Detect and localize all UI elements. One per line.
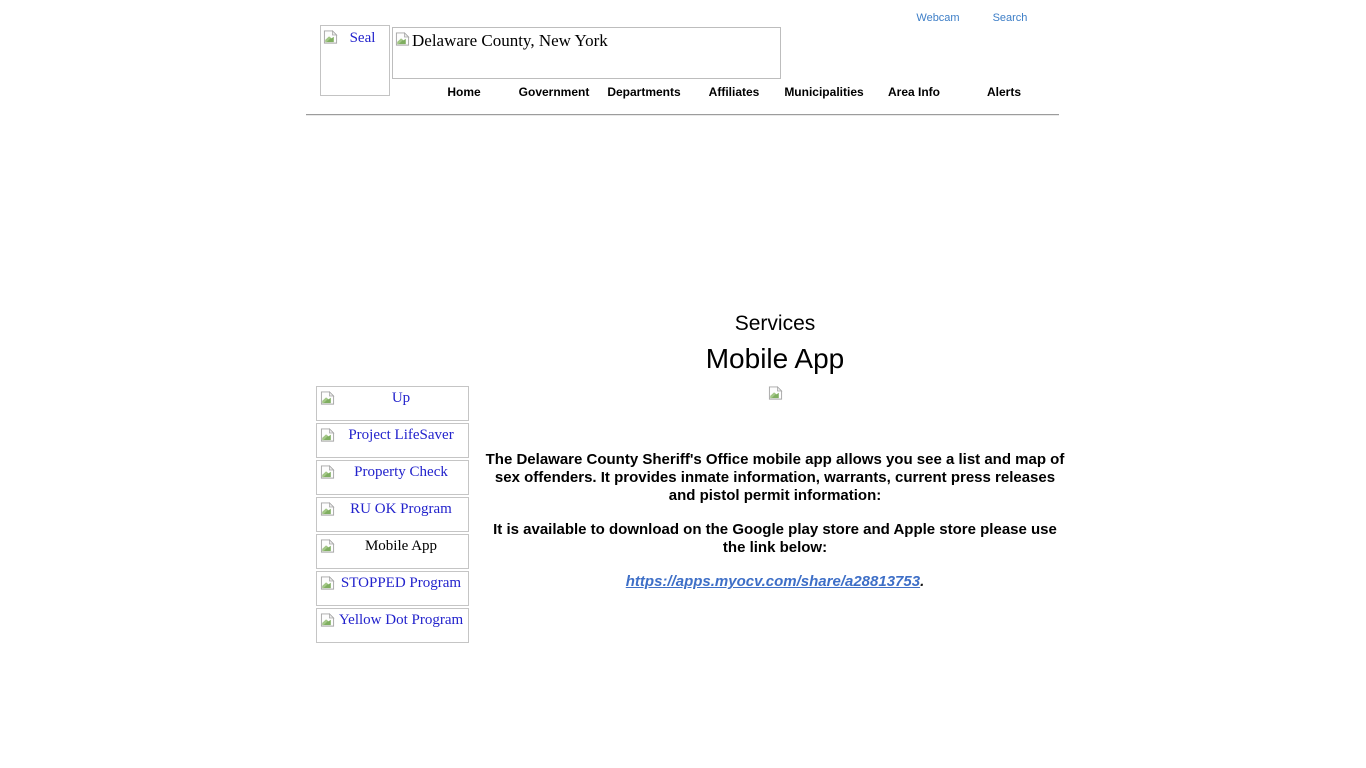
broken-image-icon	[320, 612, 335, 628]
broken-image-icon	[323, 29, 338, 45]
nav-item-government[interactable]: Government	[518, 85, 590, 99]
nav-item-municipalities[interactable]: Municipalities	[784, 85, 864, 99]
broken-image-icon	[320, 501, 335, 517]
link-suffix-period: .	[920, 573, 925, 590]
sidebar-item-property-check[interactable]	[316, 460, 469, 495]
sidebar-item-mobile-app	[316, 534, 469, 569]
sidebar-item-label[interactable]: RU OK Program	[350, 501, 452, 517]
site-banner	[392, 27, 781, 79]
main-navigation	[419, 85, 1049, 99]
nav-item-area-info[interactable]: Area Info	[887, 85, 940, 99]
header-divider	[306, 114, 1059, 116]
app-description-paragraph: The Delaware County Sheriff's Office mobile app allows you see a list and map of sex offenders. It provides inmate information, warrants, current press releases and pistol permit information:	[485, 451, 1065, 504]
sidebar-item-label[interactable]: Up	[391, 390, 411, 406]
nav-item-alerts[interactable]: Alerts	[986, 85, 1021, 99]
broken-image-icon	[395, 31, 410, 47]
broken-image-icon	[320, 575, 335, 591]
seal-alt-text[interactable]: Seal	[349, 30, 376, 46]
webcam-link[interactable]: Webcam	[916, 12, 960, 24]
sidebar-item-label[interactable]: Project LifeSaver	[348, 427, 454, 443]
nav-item-affiliates[interactable]: Affiliates	[708, 85, 760, 99]
broken-image-icon	[768, 385, 783, 401]
nav-item-home[interactable]: Home	[447, 85, 481, 99]
search-link[interactable]: Search	[992, 12, 1028, 24]
sidebar-item-label[interactable]: Yellow Dot Program	[338, 612, 464, 628]
sidebar-item-label: Mobile App	[364, 538, 438, 554]
download-info-paragraph: It is available to download on the Google play store and Apple store please use the link below:	[493, 521, 1057, 556]
sidebar-item-yellow-dot-program[interactable]	[316, 608, 469, 643]
section-title: Services	[734, 312, 816, 335]
broken-image-icon	[320, 464, 335, 480]
sidebar-item-label[interactable]: Property Check	[354, 464, 448, 480]
sidebar-item-ru-ok-program[interactable]	[316, 497, 469, 532]
sidebar-item-label[interactable]: STOPPED Program	[340, 575, 462, 591]
page-title: Mobile App	[705, 343, 845, 374]
broken-image-icon	[320, 427, 335, 443]
app-download-link[interactable]: https://apps.myocv.com/share/a28813753	[625, 573, 921, 590]
broken-image-icon	[320, 538, 335, 554]
sidebar-item-project-lifesaver[interactable]	[316, 423, 469, 458]
download-link-line	[481, 573, 1069, 590]
broken-image-icon	[320, 390, 335, 406]
sidebar-item-stopped-program[interactable]	[316, 571, 469, 606]
sidebar-item-up[interactable]	[316, 386, 469, 421]
nav-item-departments[interactable]: Departments	[607, 85, 681, 99]
services-sidebar	[316, 386, 469, 645]
county-seal-link[interactable]	[320, 25, 390, 96]
banner-alt-text: Delaware County, New York	[412, 31, 608, 50]
content-image	[470, 385, 1080, 403]
